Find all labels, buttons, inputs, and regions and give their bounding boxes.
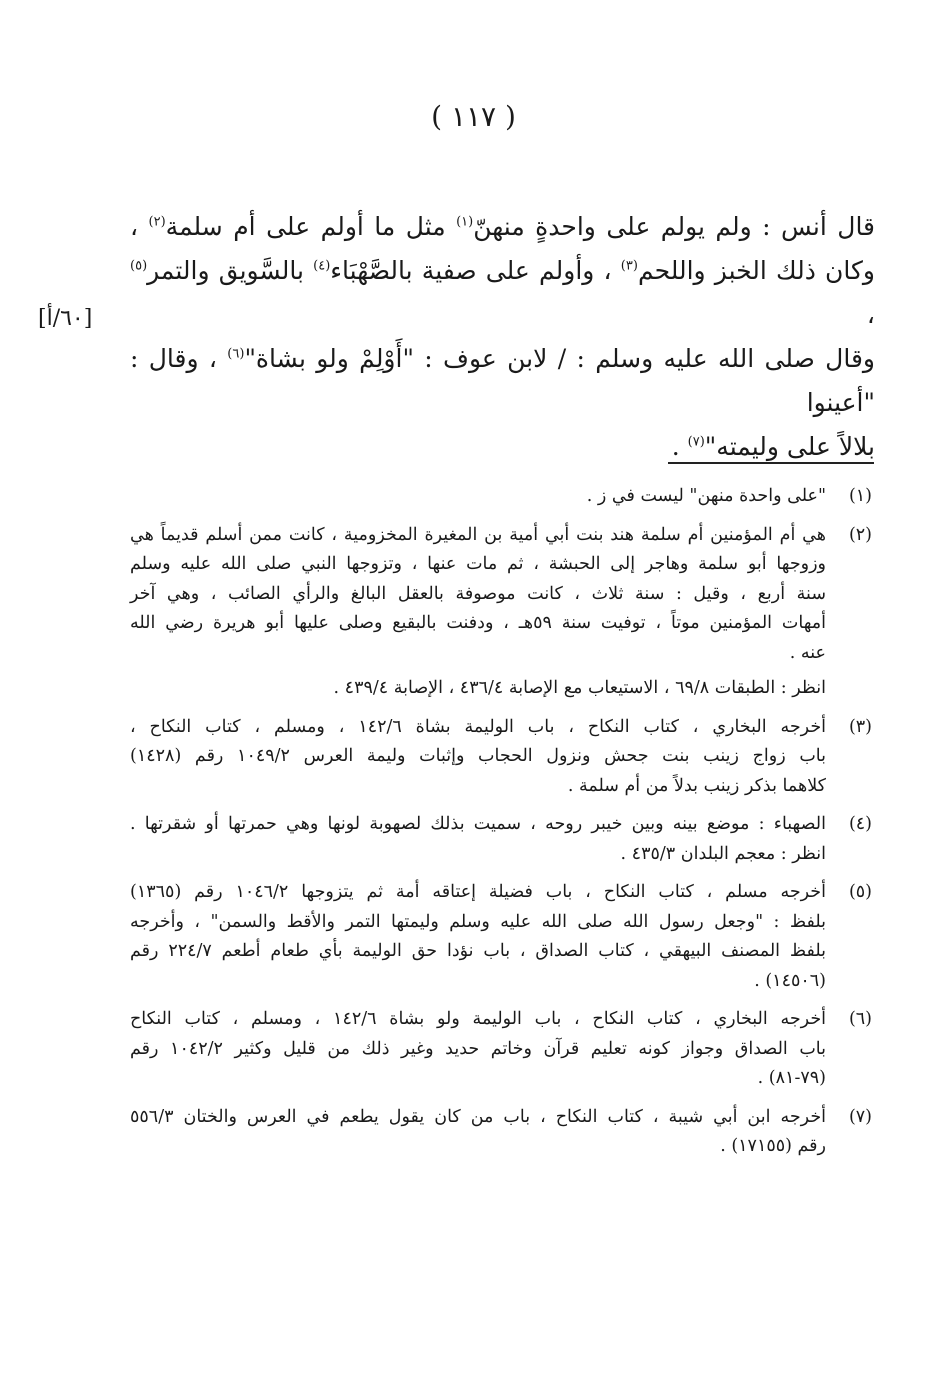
footnote-ref[interactable]: (٤)	[313, 258, 331, 274]
footnote-1	[130, 482, 872, 512]
footnote-number: (٢)	[848, 524, 872, 545]
footnote-5	[130, 878, 872, 996]
footnote-text: هي أم المؤمنين أم سلمة هند بنت أبي أمية بن المغيرة المخزومية ، كانت ممن أسلم قديماً هي وزوجها أبو سلمة وهاجر إلى الحبشة ، ثم مات عنها ، وتزوجها النبي صلى الله عليه وسلم سنة أربع ، وقيل : سنة ثلاث ، كانت موصوفة بالعقل البالغ والرأي الصائب ، وهي آخر أمهات المؤمنين موتاً ، توفيت سنة ٥٩هـ ، ودفنت بالبقيع وصلى عليها أبو هريرة رضي الله عنه . انظر : الطبقات ٦٩/٨ ، الاستيعاب مع الإصابة ٤٣٦/٤ ، الإصابة ٤٣٩/٤ .	[130, 524, 826, 698]
manuscript-folio-ref: [٦٠/أ]	[38, 306, 93, 331]
footnote-ref[interactable]: (٢)	[148, 214, 166, 230]
footnote-number: (٣)	[848, 716, 872, 737]
footnote-number: (٥)	[848, 882, 872, 902]
footnote-6	[130, 1005, 872, 1094]
footnote-ref[interactable]: (٦)	[227, 346, 245, 362]
footnotes	[130, 482, 872, 1171]
footnote-4	[130, 810, 872, 869]
footnote-text: الصهباء : موضع بينه وبين خيبر روحه ، سميت بذلك لصهوبة لونها وهي حمرتها أو شقرتها . انظر : معجم البلدان ٤٣٥/٣ .	[130, 814, 826, 864]
main-line: قال أنس : ولم يولم على واحدةٍ منهنّ$^{(١)}$ مثل ما أولم على أم سلمة$^{(٢)}$ ،	[130, 212, 876, 241]
footnote-2	[130, 521, 872, 704]
footnote-ref[interactable]: (٣)	[620, 258, 638, 274]
page-number: ( ١١٧ )	[431, 100, 516, 133]
footnote-divider	[668, 462, 874, 464]
footnote-text: "على واحدة منهن" ليست في ز .	[586, 486, 826, 506]
footnote-number: (٧)	[848, 1106, 872, 1127]
main-line: وقال صلى الله عليه وسلم : / لابن عوف : "أَوْلِمْ ولو بشاة"$^{(٦)}$ ، وقال : "أعينوا	[130, 344, 875, 417]
footnote-ref[interactable]: (٧)	[687, 434, 705, 450]
main-line: وكان ذلك الخبز واللحم$^{(٣)}$ ، وأولم على صفية بالصَّهْبَاء$^{(٤)}$ بالسَّويق والتمر$^{(٥)}$ ،	[130, 256, 875, 329]
footnote-ref[interactable]: (٥)	[130, 258, 148, 274]
footnote-ref[interactable]: (١)	[456, 214, 474, 230]
footnote-number: (٦)	[848, 1009, 872, 1029]
footnote-text: أخرجه البخاري ، كتاب النكاح ، باب الوليمة ولو بشاة ١٤٢/٦ ، ومسلم ، كتاب النكاح باب الصداق وجواز كونه تعليم قرآن وخاتم حديد وغير ذلك من قليل وكثير ١٠٤٢/٢ رقم (٧٩-٨١) .	[130, 1009, 827, 1088]
footnote-3	[130, 713, 872, 802]
footnote-number: (٤)	[848, 814, 872, 834]
footnote-text: أخرجه البخاري ، كتاب النكاح ، باب الوليمة بشاة ١٤٢/٦ ، ومسلم ، كتاب النكاح ، باب زواج زينب بنت جحش ونزول الحجاب وإثبات وليمة العرس ١٠٤٩/٢ رقم (١٤٢٨) كلاهما بذكر زينب بدلاً من أم سلمة .	[130, 716, 827, 796]
footnote-text: أخرجه مسلم ، كتاب النكاح ، باب فضيلة إعتاقه أمة ثم يتزوجها ١٠٤٦/٢ رقم (١٣٦٥) بلفظ : "وجعل رسول الله صلى الله عليه وسلم وليمتها التمر والأقط والسمن" ، وأخرجه بلفظ المصنف البيهقي ، كتاب الصداق ، باب نؤدا حق الوليمة بأي طعام أطعم ٢٢٤/٧ رقم (١٤٥٠٦) .	[130, 882, 826, 991]
footnote-text: أخرجه ابن أبي شيبة ، كتاب النكاح ، باب من كان يقول يطعم في العرس والختان ٥٥٦/٣ رقم (١٧١٥٥) .	[130, 1106, 826, 1156]
footnote-7	[130, 1103, 872, 1162]
main-line: بلالاً على وليمته"$^{(٧)}$ .	[671, 432, 875, 461]
main-text	[130, 205, 875, 469]
footnote-number: (١)	[848, 486, 872, 506]
